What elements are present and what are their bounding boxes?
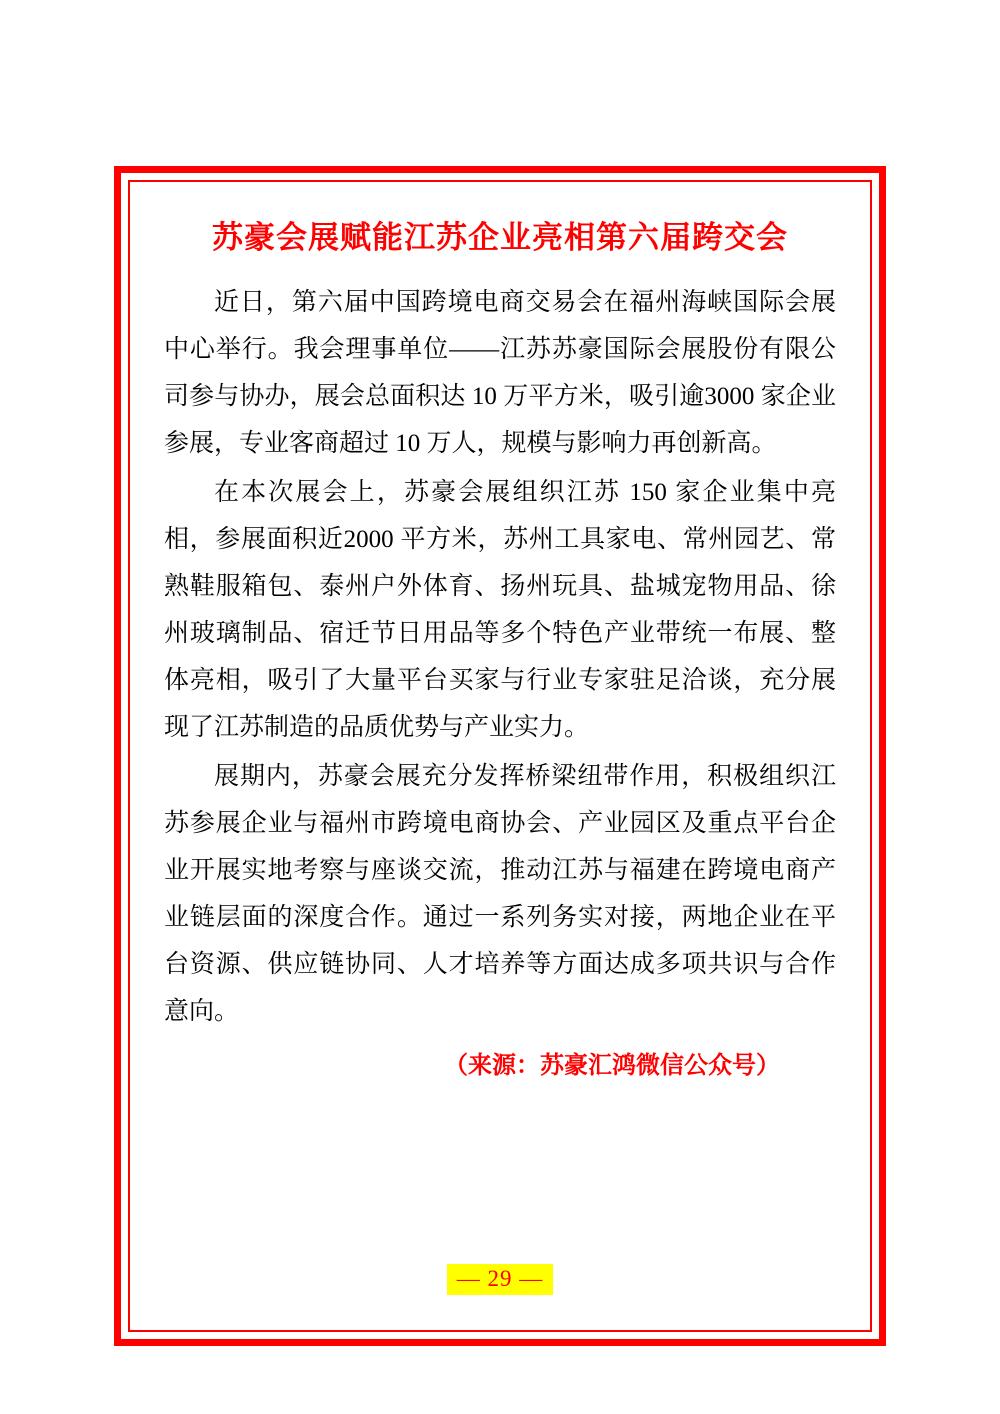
page-number-container bbox=[121, 1264, 879, 1295]
paragraph: 近日，第六届中国跨境电商交易会在福州海峡国际会展中心举行。我会理事单位——江苏苏豪国际会展股份有限公司参与协办，展会总面积达 10 万平方米，吸引逾3000 家企业参展，专业客商超过 10 万人，规模与影响力再创新高。 bbox=[164, 289, 836, 457]
paragraph: 展期内，苏豪会展充分发挥桥梁纽带作用，积极组织江苏参展企业与福州市跨境电商协会、产业园区及重点平台企业开展实地考察与座谈交流，推动江苏与福建在跨境电商产业链层面的深度合作。通过一系列务实对接，两地企业在平台资源、供应链协同、人才培养等方面达成多项共识与合作意向。 bbox=[164, 763, 836, 1025]
page-title: 苏豪会展赋能江苏企业亮相第六届跨交会 bbox=[212, 220, 788, 256]
paragraph: 在本次展会上，苏豪会展组织江苏 150 家企业集中亮相，参展面积近2000 平方米，苏州工具家电、常州园艺、常熟鞋服箱包、泰州户外体育、扬州玩具、盐城宠物用品、徐州玻璃制品、宿迁节日用品等多个特色产业带统一布展、整体亮相，吸引了大量平台买家与行业专家驻足洽谈，充分展现了江苏制造的品质优势与产业实力。 bbox=[164, 479, 836, 741]
article-body bbox=[164, 279, 836, 1035]
page-number: — 29 — bbox=[447, 1264, 554, 1295]
article-source: （来源：苏豪汇鸿微信公众号） bbox=[444, 1053, 780, 1079]
page-border-frame bbox=[114, 166, 886, 1346]
page-inner-frame bbox=[128, 180, 872, 1332]
